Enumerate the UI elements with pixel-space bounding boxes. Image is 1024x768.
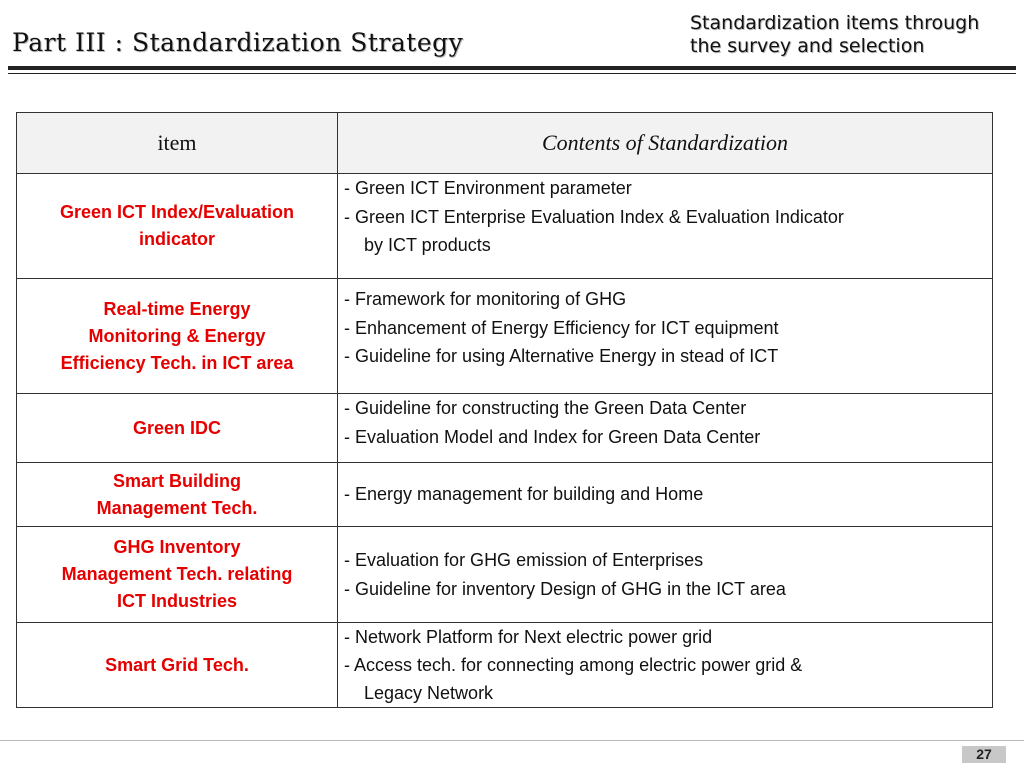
content-line: - Network Platform for Next electric power grid <box>344 627 713 647</box>
content-line: - Guideline for using Alternative Energy in stead of ICT <box>344 346 779 366</box>
item-cell <box>17 623 338 708</box>
item-line: Management Tech. relating <box>61 564 293 584</box>
content-line: - Access tech. for connecting among electric power grid & <box>344 655 803 675</box>
title-rule-thick <box>8 66 1016 70</box>
item-line: Real-time Energy <box>103 298 251 319</box>
page-number: 27 <box>962 746 1006 763</box>
item-line: Smart Building <box>112 470 241 491</box>
header-item: item <box>17 113 338 174</box>
item-cell <box>17 463 338 527</box>
header-contents: Contents of Standardization <box>338 113 993 174</box>
table-row <box>17 279 993 394</box>
item-line: Efficiency Tech. in ICT area <box>60 352 294 373</box>
item-line: GHG Inventory <box>113 537 241 557</box>
content-line: - Enhancement of Energy Efficiency for ICT equipment <box>344 317 779 338</box>
item-cell <box>17 174 338 279</box>
contents-cell <box>338 279 993 394</box>
footer-divider <box>0 740 1024 741</box>
contents-cell <box>338 527 993 623</box>
item-line: Management Tech. <box>96 497 258 518</box>
content-line: - Framework for monitoring of GHG <box>344 289 627 309</box>
content-line: - Guideline for inventory Design of GHG in the ICT area <box>344 578 786 599</box>
content-line: - Evaluation Model and Index for Green Data Center <box>344 426 761 447</box>
item-line: Monitoring & Energy <box>88 325 266 346</box>
table-row <box>17 463 993 527</box>
contents-cell <box>338 463 993 527</box>
subtitle-line-2: the survey and selection <box>690 35 925 57</box>
subtitle-line-1: Standardization items through <box>690 12 980 34</box>
content-line: - Energy management for building and Home <box>344 484 704 505</box>
contents-cell <box>338 174 993 279</box>
item-line: Green ICT Index/Evaluation <box>59 202 295 222</box>
content-line: - Green ICT Environment parameter <box>344 178 632 198</box>
table-row <box>17 174 993 279</box>
content-line: - Evaluation for GHG emission of Enterprises <box>344 550 704 570</box>
content-line: - Guideline for constructing the Green Data Center <box>344 398 747 418</box>
item-cell <box>17 527 338 623</box>
table-row <box>17 527 993 623</box>
slide-title: Part III : Standardization Strategy <box>12 28 464 57</box>
item-line: Green IDC <box>132 417 222 438</box>
table-row <box>17 623 993 708</box>
table-row <box>17 394 993 463</box>
item-line: Smart Grid Tech. <box>105 654 249 675</box>
content-line: by ICT products <box>364 235 491 255</box>
item-line: indicator <box>138 229 215 249</box>
contents-cell <box>338 623 993 708</box>
standardization-table <box>16 112 993 708</box>
content-line: - Green ICT Enterprise Evaluation Index & Evaluation Indicator <box>344 206 844 227</box>
title-rule-thin <box>8 73 1016 74</box>
slide-subtitle <box>690 12 979 58</box>
contents-cell <box>338 394 993 463</box>
item-cell <box>17 394 338 463</box>
item-line: ICT Industries <box>116 591 237 611</box>
table-header-row <box>17 113 993 174</box>
item-cell <box>17 279 338 394</box>
content-line: Legacy Network <box>364 683 494 703</box>
